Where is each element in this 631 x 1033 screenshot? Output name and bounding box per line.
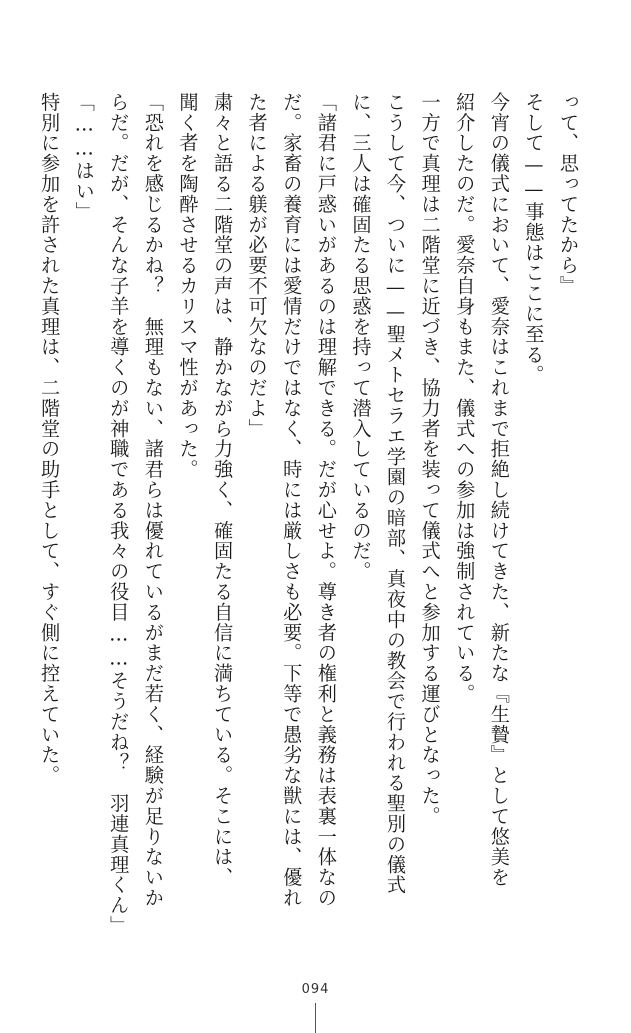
text-line: 聞く者を陶酔させるカリスマ性があった。 [176, 92, 200, 480]
text-line: 紹介したのだ。愛奈自身もまた、儀式への参加は強制されている。 [453, 92, 477, 704]
page-number-rule [315, 1003, 316, 1033]
vertical-text-body [25, 92, 585, 952]
text-line: らだ。だが、そんな子羊を導くのが神職である我々の役目……そうだね？ 羽連真理くん」 [107, 92, 131, 936]
text-line: そして——事態はここに至る。 [522, 92, 546, 386]
page-number: 094 [301, 982, 330, 997]
text-line: 「諸君に戸惑いがあるのは理解できる。だが心せよ。尊き者の権利と義務は表裏一体なの [314, 92, 338, 908]
text-line: 特別に参加を許された真理は、二階堂の助手として、すぐ側に控えていた。 [38, 92, 62, 786]
text-line: こうして今、ついに——聖メトセラエ学園の暗部、真夜中の教会で行われる聖別の儀式 [384, 92, 408, 896]
text-line: 今宵の儀式において、愛奈はこれまで拒絶し続けてきた、新たな『生贄』として悠美を [487, 92, 511, 888]
text-line: 「恐れを感じるかね？ 無理もない、諸君らは優れているがまだ若く、経験が足りないか [141, 92, 165, 908]
text-line: だ。家畜の養育には愛情だけではなく、時には厳しさも必要。下等で愚劣な獣には、優れ [280, 92, 304, 908]
text-line: って、思ってたから』 [557, 92, 580, 296]
text-line: た者による躾が必要不可欠なのだよ」 [245, 92, 269, 439]
text-line: に、三人は確固たる思惑を持って潜入しているのだ。 [349, 92, 373, 582]
text-line: 「……はい」 [72, 92, 96, 222]
text-line: 粛々と語る二階堂の声は、静かながら力強く、確固たる自信に満ちている。そこには、 [211, 92, 235, 888]
text-line: 一方で真理は二階堂に近づき、協力者を装って儀式へと参加する運びとなった。 [418, 92, 442, 827]
